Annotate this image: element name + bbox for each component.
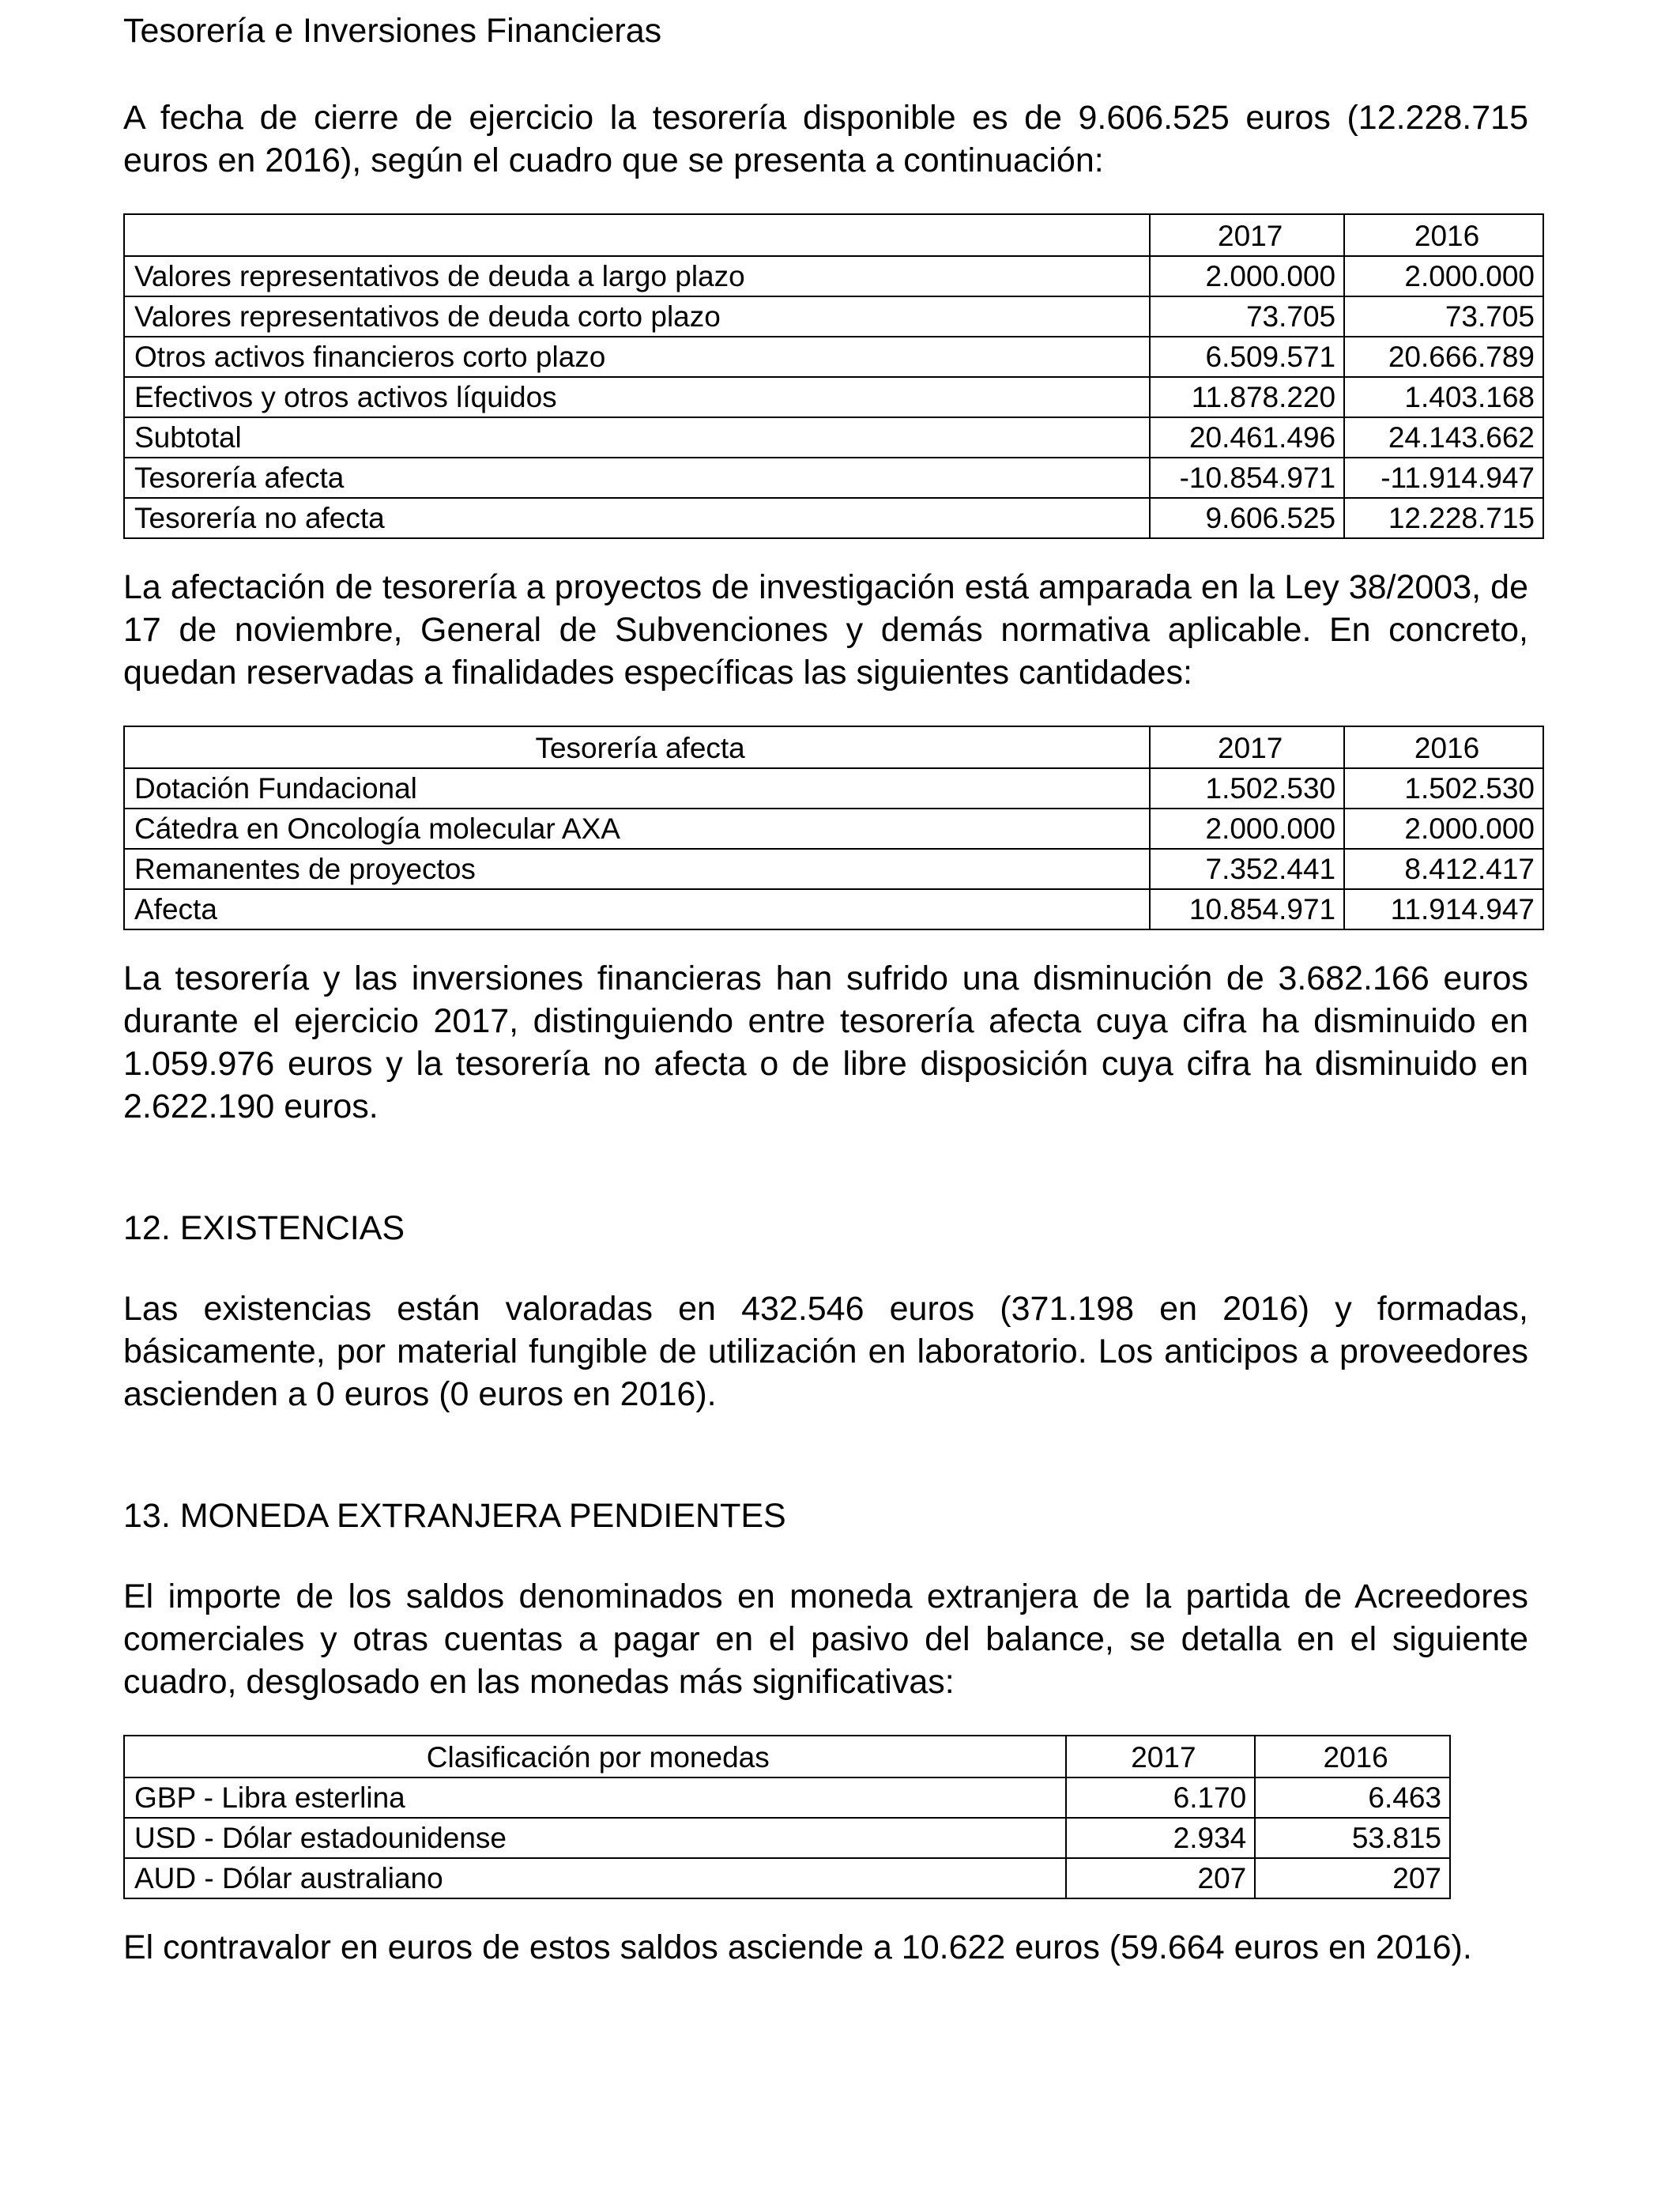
table-header-cell: 2016 <box>1344 726 1543 768</box>
row-label: Dotación Fundacional <box>124 768 1150 809</box>
value-2017: 9.606.525 <box>1150 498 1344 538</box>
value-2016: 207 <box>1255 1858 1450 1898</box>
row-label: Otros activos financieros corto plazo <box>124 337 1150 377</box>
table-row <box>124 256 1543 296</box>
disminucion-paragraph: La tesorería y las inversiones financieras han sufrido una disminución de 3.682.166 euros durante el ejercicio 2017, distinguiendo entre tesorería afecta cuya cifra ha disminuido en 1.059.976 euros y la tesorería no afecta o de libre disposición cuya cifra ha disminuido en 2.622.190 euros. <box>123 959 1528 1125</box>
table-row <box>124 458 1543 498</box>
table-header-row <box>124 214 1543 256</box>
row-label: Subtotal <box>124 417 1150 458</box>
document-page <box>123 9 1535 1969</box>
row-label: AUD - Dólar australiano <box>124 1858 1066 1898</box>
tesoreria-intro-paragraph: A fecha de cierre de ejercicio la tesorería disponible es de 9.606.525 euros (12.228.715 euros en 2016), según el cuadro que se presenta a continuación: <box>123 99 1528 179</box>
value-2016: 1.502.530 <box>1344 768 1543 809</box>
table-header-cell: 2017 <box>1150 214 1344 256</box>
row-label: Tesorería no afecta <box>124 498 1150 538</box>
row-label: USD - Dólar estadounidense <box>124 1818 1066 1858</box>
value-2017: 20.461.496 <box>1150 417 1344 458</box>
table-row <box>124 1777 1450 1818</box>
tesoreria-table <box>123 213 1544 539</box>
table-header-cell: 2016 <box>1255 1736 1450 1777</box>
contravalor-paragraph: El contravalor en euros de estos saldos asciende a 10.622 euros (59.664 euros en 2016). <box>123 1928 1472 1966</box>
section-title-moneda: 13. MONEDA EXTRANJERA PENDIENTES <box>123 1497 786 1535</box>
value-2017: -10.854.971 <box>1150 458 1344 498</box>
value-2017: 207 <box>1066 1858 1256 1898</box>
value-2016: 8.412.417 <box>1344 849 1543 889</box>
table-header-cell: Tesorería afecta <box>124 726 1150 768</box>
value-2016: 11.914.947 <box>1344 889 1543 929</box>
table-row <box>124 849 1543 889</box>
value-2016: 12.228.715 <box>1344 498 1543 538</box>
table-row <box>124 1858 1450 1898</box>
table-row <box>124 889 1543 929</box>
moneda-table <box>123 1735 1451 1899</box>
row-label: Afecta <box>124 889 1150 929</box>
table-header-cell: Clasificación por monedas <box>124 1736 1066 1777</box>
row-label: Cátedra en Oncología molecular AXA <box>124 809 1150 849</box>
table-row <box>124 337 1543 377</box>
value-2017: 11.878.220 <box>1150 377 1344 417</box>
table-header-cell <box>124 214 1150 256</box>
afectacion-paragraph: La afectación de tesorería a proyectos de investigación está amparada en la Ley 38/2003, de 17 de noviembre, General de Subvenciones y demás normativa aplicable. En concreto, quedan reservadas a finalidades específicas las siguientes cantidades: <box>123 568 1528 692</box>
table-row <box>124 768 1543 809</box>
table-header-cell: 2017 <box>1150 726 1344 768</box>
table-row <box>124 1818 1450 1858</box>
section-title-tesoreria: Tesorería e Inversiones Financieras <box>123 12 662 50</box>
table-row <box>124 377 1543 417</box>
value-2017: 7.352.441 <box>1150 849 1344 889</box>
value-2016: 24.143.662 <box>1344 417 1543 458</box>
value-2017: 6.509.571 <box>1150 337 1344 377</box>
table-header-cell: 2016 <box>1344 214 1543 256</box>
table-header-row <box>124 726 1543 768</box>
row-label: Valores representativos de deuda a largo plazo <box>124 256 1150 296</box>
value-2017: 73.705 <box>1150 296 1344 337</box>
table-header-row <box>124 1736 1450 1777</box>
row-label: Valores representativos de deuda corto plazo <box>124 296 1150 337</box>
table-row <box>124 809 1543 849</box>
value-2017: 2.934 <box>1066 1818 1256 1858</box>
row-label: Tesorería afecta <box>124 458 1150 498</box>
value-2016: 2.000.000 <box>1344 809 1543 849</box>
table-row <box>124 498 1543 538</box>
value-2016: 1.403.168 <box>1344 377 1543 417</box>
moneda-paragraph: El importe de los saldos denominados en moneda extranjera de la partida de Acreedores comerciales y otras cuentas a pagar en el pasivo del balance, se detalla en el siguiente cuadro, desglosado en las monedas más significativas: <box>123 1578 1528 1701</box>
value-2017: 2.000.000 <box>1150 809 1344 849</box>
value-2017: 10.854.971 <box>1150 889 1344 929</box>
table-header-cell: 2017 <box>1066 1736 1256 1777</box>
value-2016: 73.705 <box>1344 296 1543 337</box>
table-row <box>124 296 1543 337</box>
existencias-paragraph: Las existencias están valoradas en 432.546 euros (371.198 en 2016) y formadas, básicamente, por material fungible de utilización en laboratorio. Los anticipos a proveedores ascienden a 0 euros (0 euros en 2016). <box>123 1290 1528 1413</box>
value-2017: 2.000.000 <box>1150 256 1344 296</box>
value-2016: 6.463 <box>1255 1777 1450 1818</box>
value-2016: 2.000.000 <box>1344 256 1543 296</box>
value-2016: 53.815 <box>1255 1818 1450 1858</box>
section-title-existencias: 12. EXISTENCIAS <box>123 1209 405 1247</box>
row-label: GBP - Libra esterlina <box>124 1777 1066 1818</box>
value-2016: -11.914.947 <box>1344 458 1543 498</box>
row-label: Efectivos y otros activos líquidos <box>124 377 1150 417</box>
value-2017: 1.502.530 <box>1150 768 1344 809</box>
tesoreria-afecta-table <box>123 726 1544 930</box>
table-row <box>124 417 1543 458</box>
row-label: Remanentes de proyectos <box>124 849 1150 889</box>
value-2016: 20.666.789 <box>1344 337 1543 377</box>
value-2017: 6.170 <box>1066 1777 1256 1818</box>
